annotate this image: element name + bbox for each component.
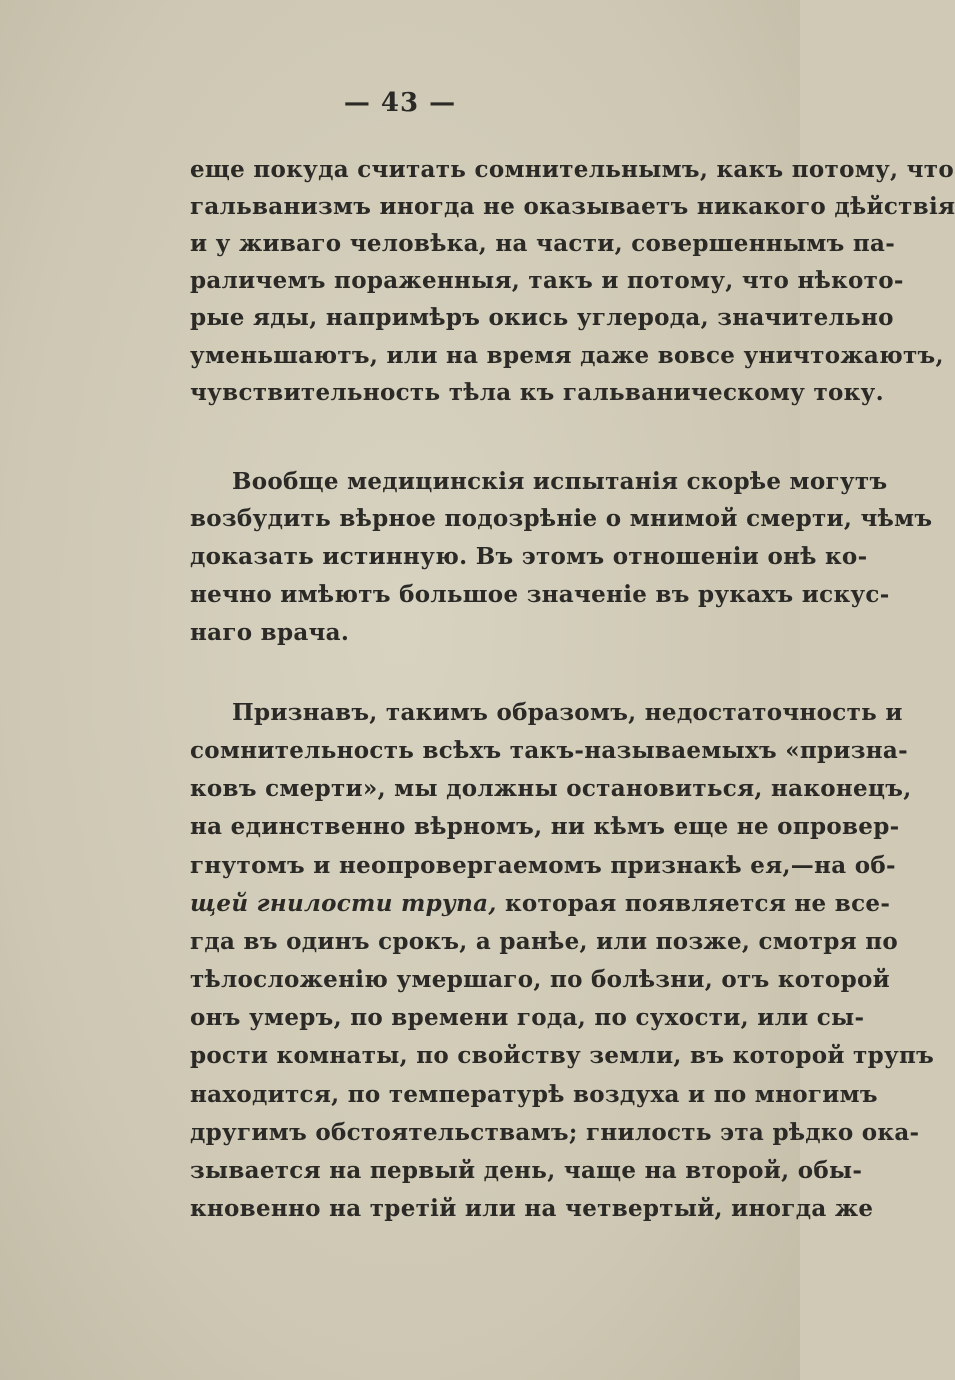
text-line: зывается на первый день, чаще на второй, обы-	[190, 1157, 863, 1184]
italic-phrase: щей гнилости трупа,	[190, 890, 497, 917]
text-line: тѣлосложенію умершаго, по болѣзни, отъ которой	[190, 966, 890, 993]
text-line: нечно имѣютъ большое значеніе въ рукахъ искус-	[190, 581, 890, 608]
text-line: Признавъ, такимъ образомъ, недостаточность и	[232, 699, 903, 726]
text-line: еще покуда считать сомнительнымъ, какъ потому, что	[190, 156, 954, 183]
text-line: возбудить вѣрное подозрѣніе о мнимой смерти, чѣмъ	[190, 505, 933, 532]
text-line: гнутомъ и неопровергаемомъ признакѣ ея,—на об-	[190, 852, 896, 879]
text-line: и у живаго человѣка, на части, совершеннымъ па-	[190, 230, 896, 257]
text-line: гда въ одинъ срокъ, а ранѣе, или позже, смотря по	[190, 928, 899, 955]
text-line: другимъ обстоятельствамъ; гнилость эта рѣдко ока-	[190, 1119, 920, 1146]
text-line: онъ умеръ, по времени года, по сухости, или сы-	[190, 1004, 865, 1031]
text-line: доказать истинную. Въ этомъ отношеніи онѣ ко-	[190, 543, 868, 570]
text-line: наго врача.	[190, 619, 350, 646]
text-line: чувствительность тѣла къ гальваническому току.	[190, 379, 884, 406]
text-line: уменьшаютъ, или на время даже вовсе уничтожаютъ,	[190, 342, 944, 369]
text-line: гальванизмъ иногда не оказываетъ никакого дѣйствія	[190, 193, 955, 220]
text-span: которая появляется не все-	[496, 890, 891, 917]
page-number: — 43 —	[343, 88, 457, 118]
text-line: ковъ смерти», мы должны остановиться, наконецъ,	[190, 775, 912, 802]
text-line: рости комнаты, по свойству земли, въ которой трупъ	[190, 1042, 935, 1069]
text-line: раличемъ пораженныя, такъ и потому, что нѣкото-	[190, 267, 904, 294]
text-line: Вообще медицинскія испытанія скорѣе могутъ	[232, 468, 888, 495]
text-line: рые яды, напримѣръ окись углерода, значительно	[190, 304, 894, 331]
text-line: кновенно на третій или на четвертый, иногда же	[190, 1195, 874, 1222]
text-line: сомнительность всѣхъ такъ-называемыхъ «призна-	[190, 737, 908, 764]
text-line: находится, по температурѣ воздуха и по многимъ	[190, 1081, 878, 1108]
text-line: на единственно вѣрномъ, ни кѣмъ еще не опровер-	[190, 813, 900, 840]
text-line	[190, 889, 891, 919]
